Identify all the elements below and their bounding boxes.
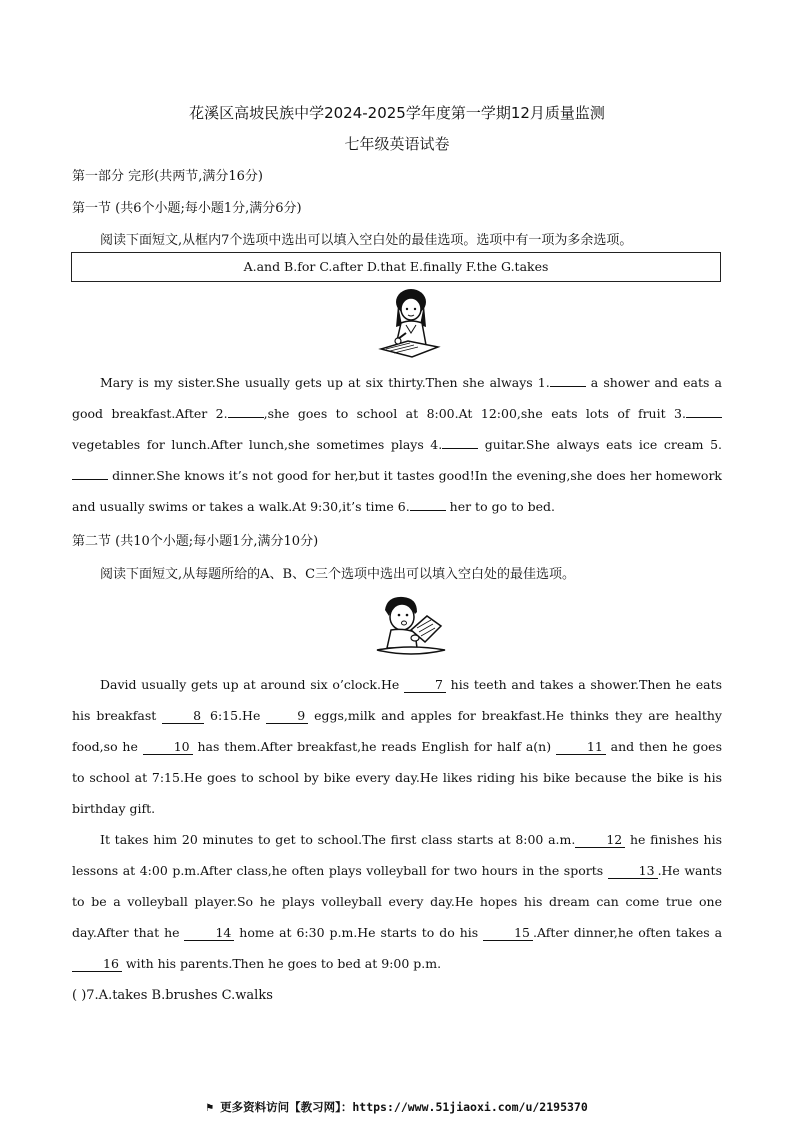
blank-13: 13 bbox=[608, 864, 658, 879]
footer-prefix: 更多资料访问【教习网】： bbox=[220, 1100, 353, 1114]
paragraph-2 bbox=[72, 824, 722, 979]
part1-heading: 第一部分 完形(共两节,满分16分) bbox=[72, 169, 263, 184]
blank-15: 15 bbox=[483, 926, 533, 941]
passage-text: guitar.She always eats ice cream 5. bbox=[478, 437, 722, 452]
passage-text: .After dinner,he often takes a bbox=[533, 925, 723, 940]
blank-5 bbox=[72, 479, 108, 480]
passage-text: Mary is my sister.She usually gets up at six thirty.Then she always 1. bbox=[100, 375, 550, 390]
passage-text: ,she goes to school at 8:00.At 12:00,she eats lots of fruit 3. bbox=[263, 406, 686, 421]
passage-text: and then he goes to school at 7:15.He goes to school by bike every day.He likes riding his bike because the bike is his birthday gift. bbox=[72, 739, 722, 816]
passage-text: home at 6:30 p.m.He starts to do his bbox=[234, 925, 484, 940]
blank-10: 10 bbox=[143, 740, 193, 755]
blank-9: 9 bbox=[266, 709, 308, 724]
blank-4 bbox=[442, 448, 478, 449]
passage-mary bbox=[72, 367, 722, 522]
passage-text: his teeth and takes a shower.Then he eats his breakfast bbox=[72, 677, 723, 723]
passage-david bbox=[72, 669, 722, 979]
section1-heading: 第一节 (共6个小题;每小题1分,满分6分) bbox=[72, 201, 302, 216]
question-7: ( )7.A.takes B.brushes C.walks bbox=[72, 988, 273, 1003]
passage-text: vegetables for lunch.After lunch,she sometimes plays 4. bbox=[72, 437, 443, 452]
passage-text: David usually gets up at around six o’clock.He bbox=[100, 677, 404, 692]
paragraph-1 bbox=[72, 669, 722, 824]
passage-text: 6:15.He bbox=[204, 708, 267, 723]
blank-7: 7 bbox=[404, 678, 446, 693]
passage-text: .He wants to be a volleyball player.So he plays volleyball every day.He hopes his dream can come true one day.After that he bbox=[72, 863, 722, 940]
blank-2 bbox=[228, 417, 264, 418]
section1-instruction: 阅读下面短文,从框内7个选项中选出可以填入空白处的最佳选项。选项中有一项为多余选项。 bbox=[100, 233, 633, 248]
section2-heading: 第二节 (共10个小题;每小题1分,满分10分) bbox=[72, 534, 319, 549]
passage-text: has them.After breakfast,he reads English for half a(n) bbox=[192, 739, 556, 754]
blank-6 bbox=[410, 510, 446, 511]
blank-11: 11 bbox=[556, 740, 606, 755]
blank-1 bbox=[550, 386, 586, 387]
passage-text: dinner.She knows it’s not good for her,but it tastes good!In the evening,she does her homework and usually swims or takes a walk.At 9:30,it’s time 6. bbox=[72, 468, 722, 514]
passage-text: her to go to bed. bbox=[445, 499, 555, 514]
passage-text: he finishes his lessons at 4:00 p.m.After class,he often plays volleyball for two hours in the sports bbox=[72, 832, 722, 878]
footer bbox=[0, 1099, 794, 1115]
passage-text: a shower and eats a good breakfast.After 2. bbox=[72, 375, 722, 421]
exam-subtitle: 七年级英语试卷 bbox=[344, 135, 450, 153]
passage-text: with his parents.Then he goes to bed at 9:00 p.m. bbox=[121, 956, 442, 971]
exam-title: 花溪区高坡民族中学2024-2025学年度第一学期12月质量监测 bbox=[189, 104, 605, 122]
passage-text: eggs,milk and apples for breakfast.He thinks they are healthy food,so he bbox=[72, 708, 722, 754]
blank-8: 8 bbox=[162, 709, 204, 724]
blank-12: 12 bbox=[575, 833, 625, 848]
girl-writing-illustration bbox=[376, 287, 442, 360]
blank-14: 14 bbox=[184, 926, 234, 941]
flag-icon: ⚑ bbox=[206, 1100, 214, 1114]
blank-3 bbox=[686, 417, 722, 418]
footer-link[interactable]: https://www.51jiaoxi.com/u/2195370 bbox=[352, 1100, 588, 1114]
options-box: A.and B.for C.after D.that E.finally F.the G.takes bbox=[71, 252, 721, 282]
passage-text: It takes him 20 minutes to get to school.The first class starts at 8:00 a.m. bbox=[100, 832, 576, 847]
boy-reading-illustration bbox=[371, 592, 449, 660]
blank-16: 16 bbox=[72, 957, 122, 972]
section2-instruction: 阅读下面短文,从每题所给的A、B、C三个选项中选出可以填入空白处的最佳选项。 bbox=[100, 567, 576, 582]
